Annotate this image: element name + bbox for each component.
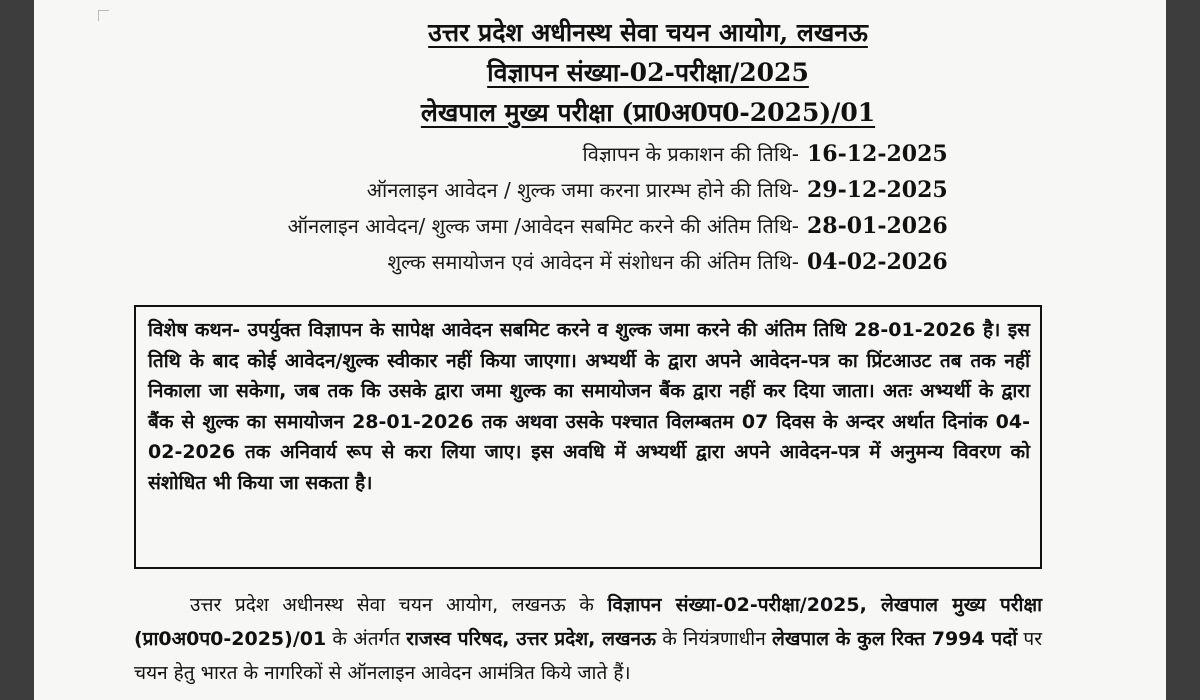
date-label: शुल्क समायोजन एवं आवेदन में संशोधन की अंतिम तिथि- [387,250,799,274]
intro-vacancies: लेखपाल के कुल रिक्त 7994 पदों [771,628,1018,650]
date-value: 16-12-2025 [807,141,948,167]
advertisement-number: विज्ञापन संख्या-02-परीक्षा/2025 [487,58,809,87]
intro-department: राजस्व परिषद, उत्तर प्रदेश, लखनऊ [406,628,657,650]
intro-advertisement-ref: विज्ञापन संख्या-02-परीक्षा/2025, लेखपाल मुख्य परीक्षा (प्रा0अ0प0-2025)/01 [134,594,1042,650]
date-label: ऑनलाइन आवेदन/ शुल्क जमा /आवेदन सबमिट करने की अंतिम तिथि- [287,214,799,238]
date-row-fee-adjustment [34,248,948,284]
date-label: विज्ञापन के प्रकाशन की तिथि- [582,142,799,166]
date-value: 29-12-2025 [807,177,948,203]
date-value: 28-01-2026 [807,213,948,239]
important-dates [34,140,948,284]
special-notice-text: विशेष कथन- उपर्युक्त विज्ञापन के सापेक्ष आवेदन सबमिट करने व शुल्क जमा करने की अंतिम तिथि 28-01-2026 है। इस तिथि के बाद कोई आवेदन/शुल्क स्वीकार नहीं किया जाएगा। अभ्यर्थी के द्वारा अपने आवेदन-पत्र का प्रिंटआउट तब तक नहीं निकाला जा सकेगा, जब तक कि उसके द्वारा जमा शुल्क का समायोजन बैंक द्वारा नहीं कर दिया जाता। अतः अभ्यर्थी के द्वारा बैंक से शुल्क का समायोजन 28-01-2026 तक अथवा उसके पश्चात विलम्बतम 07 दिवस के अन्दर अर्थात दिनांक 04-02-2026 तक अनिवार्य रूप से करा लिया जाए। इस अवधि में अभ्यर्थी द्वारा अपने आवेदन-पत्र में अनुमन्य विवरण को संशोधित भी किया जा सकता है। [148,319,1030,494]
special-notice-box [134,305,1042,569]
date-row-publication [34,140,948,176]
date-value: 04-02-2026 [807,249,948,275]
intro-paragraph [134,588,1042,690]
intro-text: उत्तर प्रदेश अधीनस्थ सेवा चयन आयोग, लखनऊ के [190,594,608,616]
intro-text: के अंतर्गत [326,628,407,650]
date-label: ऑनलाइन आवेदन / शुल्क जमा करना प्रारम्भ होने की तिथि- [366,178,799,202]
commission-title: उत्तर प्रदेश अधीनस्थ सेवा चयन आयोग, लखनऊ [428,18,868,47]
date-row-last-date [34,212,948,248]
intro-text: पर चयन हेतु भारत के नागरिकों से ऑनलाइन आवेदन आमंत्रित किये जाते हैं। [134,628,1042,684]
exam-title: लेखपाल मुख्य परीक्षा (प्रा0अ0प0-2025)/01 [420,98,876,127]
document-page [34,0,1166,700]
intro-text: के नियंत्रणाधीन [656,628,772,650]
date-row-application-start [34,176,948,212]
